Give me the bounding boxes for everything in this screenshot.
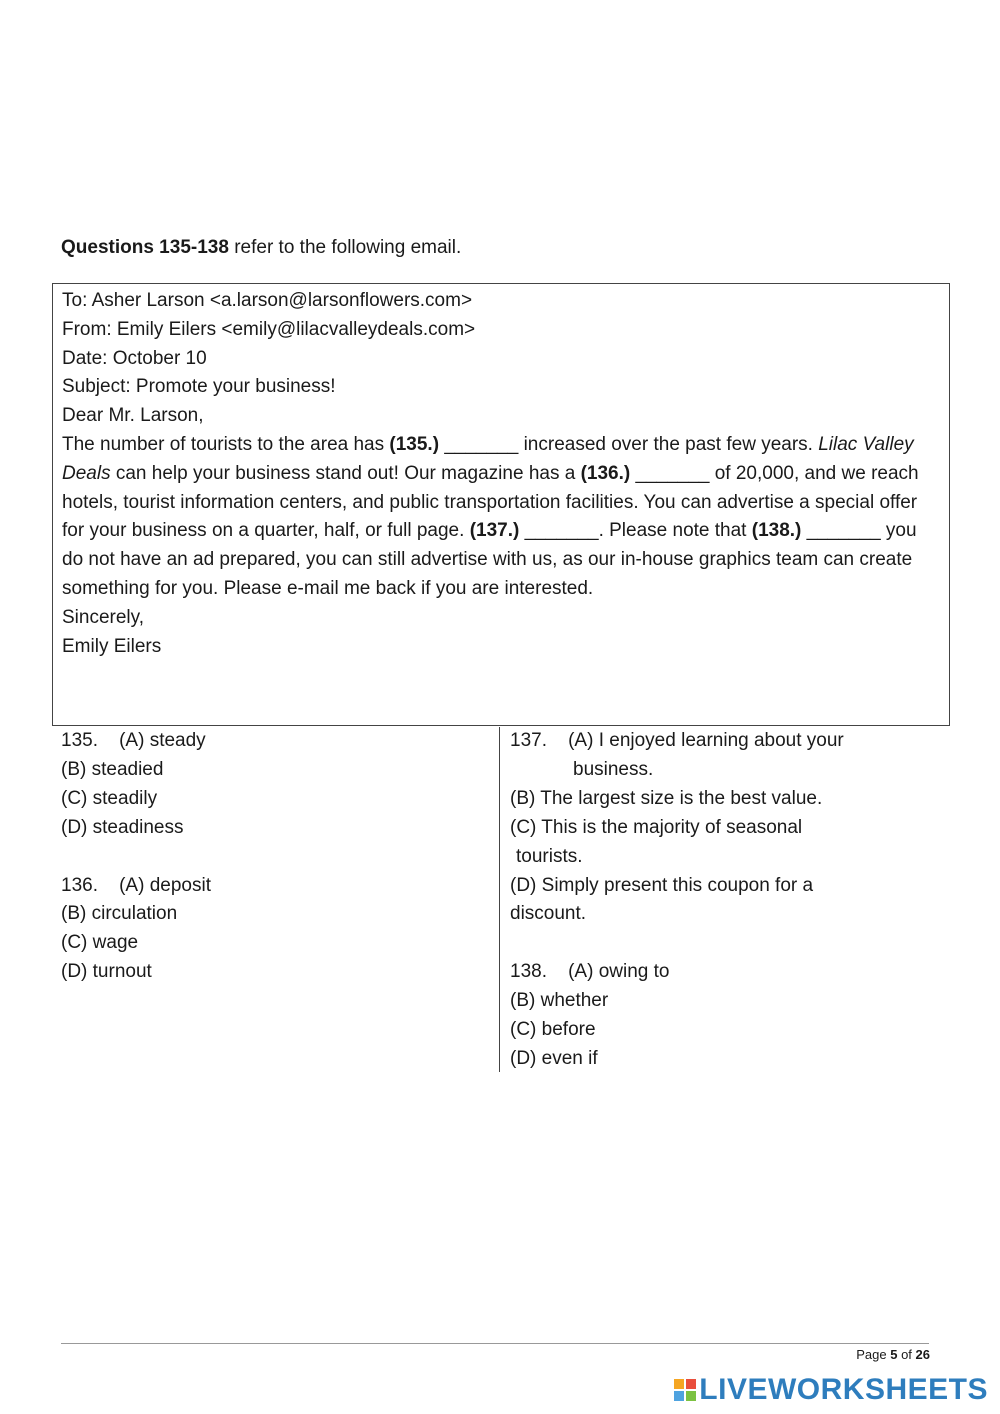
body-segment: _______ increased over the past few years. (439, 433, 819, 455)
blank-136: (136.) (580, 462, 631, 484)
page-number (856, 1347, 930, 1362)
q137-option-a-cont: business. (573, 758, 654, 780)
q137-option-d[interactable]: (D) Simply present this coupon for a (510, 874, 814, 896)
q136-option-c[interactable]: (C) wage (61, 932, 139, 954)
page-total: 26 (915, 1347, 930, 1362)
magazine-name: Lilac Valley Deals (62, 433, 914, 484)
question-135 (61, 727, 491, 843)
blank-138: (138.) (751, 520, 802, 542)
spacer (510, 929, 940, 958)
page-label: Page (856, 1347, 891, 1362)
answer-column-right (499, 727, 940, 1072)
logo-grid-icon (674, 1379, 696, 1401)
page-of: of (897, 1347, 916, 1362)
email-greeting: Dear Mr. Larson, (62, 405, 204, 427)
answer-column-left (61, 727, 491, 987)
logo-square (674, 1379, 684, 1389)
email-from: From: Emily Eilers <emily@lilacvalleydeals.com> (62, 318, 476, 340)
body-segment: The number of tourists to the area has (62, 433, 390, 455)
email-date: Date: October 10 (62, 347, 207, 369)
email-to: To: Asher Larson <a.larson@larsonflowers.com> (62, 290, 473, 311)
q137-option-a[interactable]: 137. (A) I enjoyed learning about your (510, 730, 844, 751)
q138-option-c[interactable]: (C) before (510, 1019, 596, 1041)
logo-square (686, 1391, 696, 1401)
question-136 (61, 872, 491, 988)
page-current: 5 (890, 1347, 898, 1362)
q135-option-d[interactable]: (D) steadiness (61, 816, 184, 838)
body-segment: can help your business stand out! Our magazine has a (110, 462, 581, 484)
spacer (61, 843, 491, 872)
question-137 (510, 727, 940, 929)
q138-option-b[interactable]: (B) whether (510, 990, 609, 1012)
q138-option-d[interactable]: (D) even if (510, 1047, 598, 1069)
q135-option-a[interactable]: 135. (A) steady (61, 730, 206, 751)
email-box (52, 283, 950, 726)
questions-range: Questions 135-138 (61, 237, 229, 258)
body-segment: _______ of 20,000, and we reach hotels, tourist information centers, and public transportation facilities. You can advertise a special offer for your business on a quarter, half, or full page. (62, 462, 919, 542)
liveworksheets-logo (674, 1373, 988, 1407)
section-intro (61, 234, 461, 262)
blank-135: (135.) (389, 433, 440, 455)
email-subject: Subject: Promote your business! (62, 376, 336, 398)
logo-square (674, 1391, 684, 1401)
logo-text: LIVEWORKSHEETS (699, 1373, 988, 1406)
email-body (62, 431, 939, 604)
body-segment: _______ you do not have an ad prepared, you can still advertise with us, as our in-house graphics team can create something for you. Please e-mail me back if you are interested. (62, 520, 917, 599)
q135-option-c[interactable]: (C) steadily (61, 787, 158, 809)
q136-option-b[interactable]: (B) circulation (61, 903, 178, 925)
body-segment: _______. Please note that (519, 520, 752, 542)
q137-option-d-cont: discount. (510, 903, 587, 925)
q136-option-d[interactable]: (D) turnout (61, 961, 152, 983)
q137-option-b[interactable]: (B) The largest size is the best value. (510, 787, 823, 809)
blank-137: (137.) (469, 520, 520, 542)
q137-option-c-cont: tourists. (516, 845, 583, 867)
q135-option-b[interactable]: (B) steadied (61, 758, 164, 780)
email-closing: Sincerely, (62, 606, 145, 628)
question-138 (510, 958, 940, 1074)
q138-option-a[interactable]: 138. (A) owing to (510, 961, 670, 983)
footer-divider (61, 1343, 929, 1344)
intro-text: refer to the following email. (228, 237, 462, 258)
q136-option-a[interactable]: 136. (A) deposit (61, 874, 211, 896)
email-signature: Emily Eilers (62, 635, 162, 657)
q137-option-c[interactable]: (C) This is the majority of seasonal (510, 816, 803, 838)
logo-square (686, 1379, 696, 1389)
